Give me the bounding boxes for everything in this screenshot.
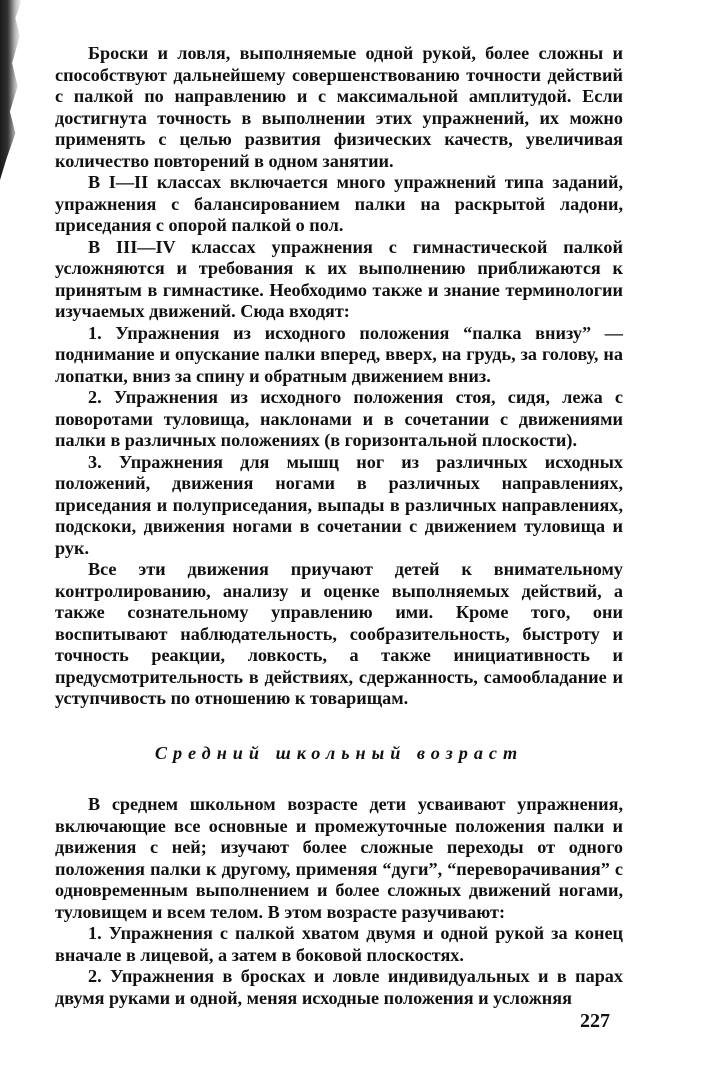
paragraph: 3. Упражнения для мышц ног из различных исходных положений, движения ногами в различных направлениях, приседания и полуприседания, выпады в различных направлениях, подскоки, движения ногами в сочетании с движением туловища и рук.: [55, 451, 623, 558]
page-number: 227: [580, 1010, 610, 1032]
paragraph: 1. Упражнения из исходного положения “палка внизу” — поднимание и опускание палки вперед, вверх, на грудь, за голову, на лопатки, вниз за спину и обратным движением вниз.: [55, 322, 623, 386]
paragraph: Броски и ловля, выполняемые одной рукой, более сложны и способствуют дальнейшему совершенствованию точности действий с палкой по направлению и с максимальной амплитудой. Если достигнута точность в выполнении этих упражнений, их можно применять с целью развития физических качеств, увеличивая количество повторений в одном занятии.: [55, 43, 623, 171]
paragraph: В среднем школьном возрасте дети усваивают упражнения, включающие все основные и промежуточные положения палки и движения с ней; изучают более сложные переходы от одного положения палки к другому, применяя “дуги”, “переворачивания” с одновременным выполнением и более сложных движений ногами, туловищем и всем телом. В этом возрасте разучивают:: [55, 794, 623, 922]
paragraph: В I—II классах включается много упражнений типа заданий, упражнения с балансированием палки на раскрытой ладони, приседания с опорой палкой о пол.: [55, 172, 623, 235]
section-heading: Средний школьный возраст: [154, 742, 524, 763]
paragraph: 2. Упражнения из исходного положения стоя, сидя, лежа с поворотами туловища, наклонами и в сочетании с движениями палки в различных положениях (в горизонтальной плоскости).: [55, 387, 623, 450]
page-text: [55, 43, 623, 1009]
paragraph: Все эти движения приучают детей к внимательному контролированию, анализу и оценке выполняемых действий, а также сознательному управлению ими. Кроме того, они воспитывают наблюдательность, сообразительность, быстроту и точность реакции, ловкость, а также инициативность и предусмотрительность в действиях, сдержанность, самообладание и уступчивость по отношению к товарищам.: [55, 559, 623, 708]
paragraph: 1. Упражнения с палкой хватом двумя и одной рукой за конец вначале в лицевой, а затем в боковой плоскостях.: [55, 923, 623, 965]
scan-edge-artifact: [0, 0, 22, 180]
paragraph: В III—IV классах упражнения с гимнастической палкой усложняются и требования к их выполнению приближаются к принятым в гимнастике. Необходимо также и знание терминологии изучаемых движений. Сюда входят:: [55, 236, 623, 321]
paragraph: 2. Упражнения в бросках и ловле индивидуальных и в парах двумя руками и одной, меняя исходные положения и усложняя: [55, 966, 623, 1008]
